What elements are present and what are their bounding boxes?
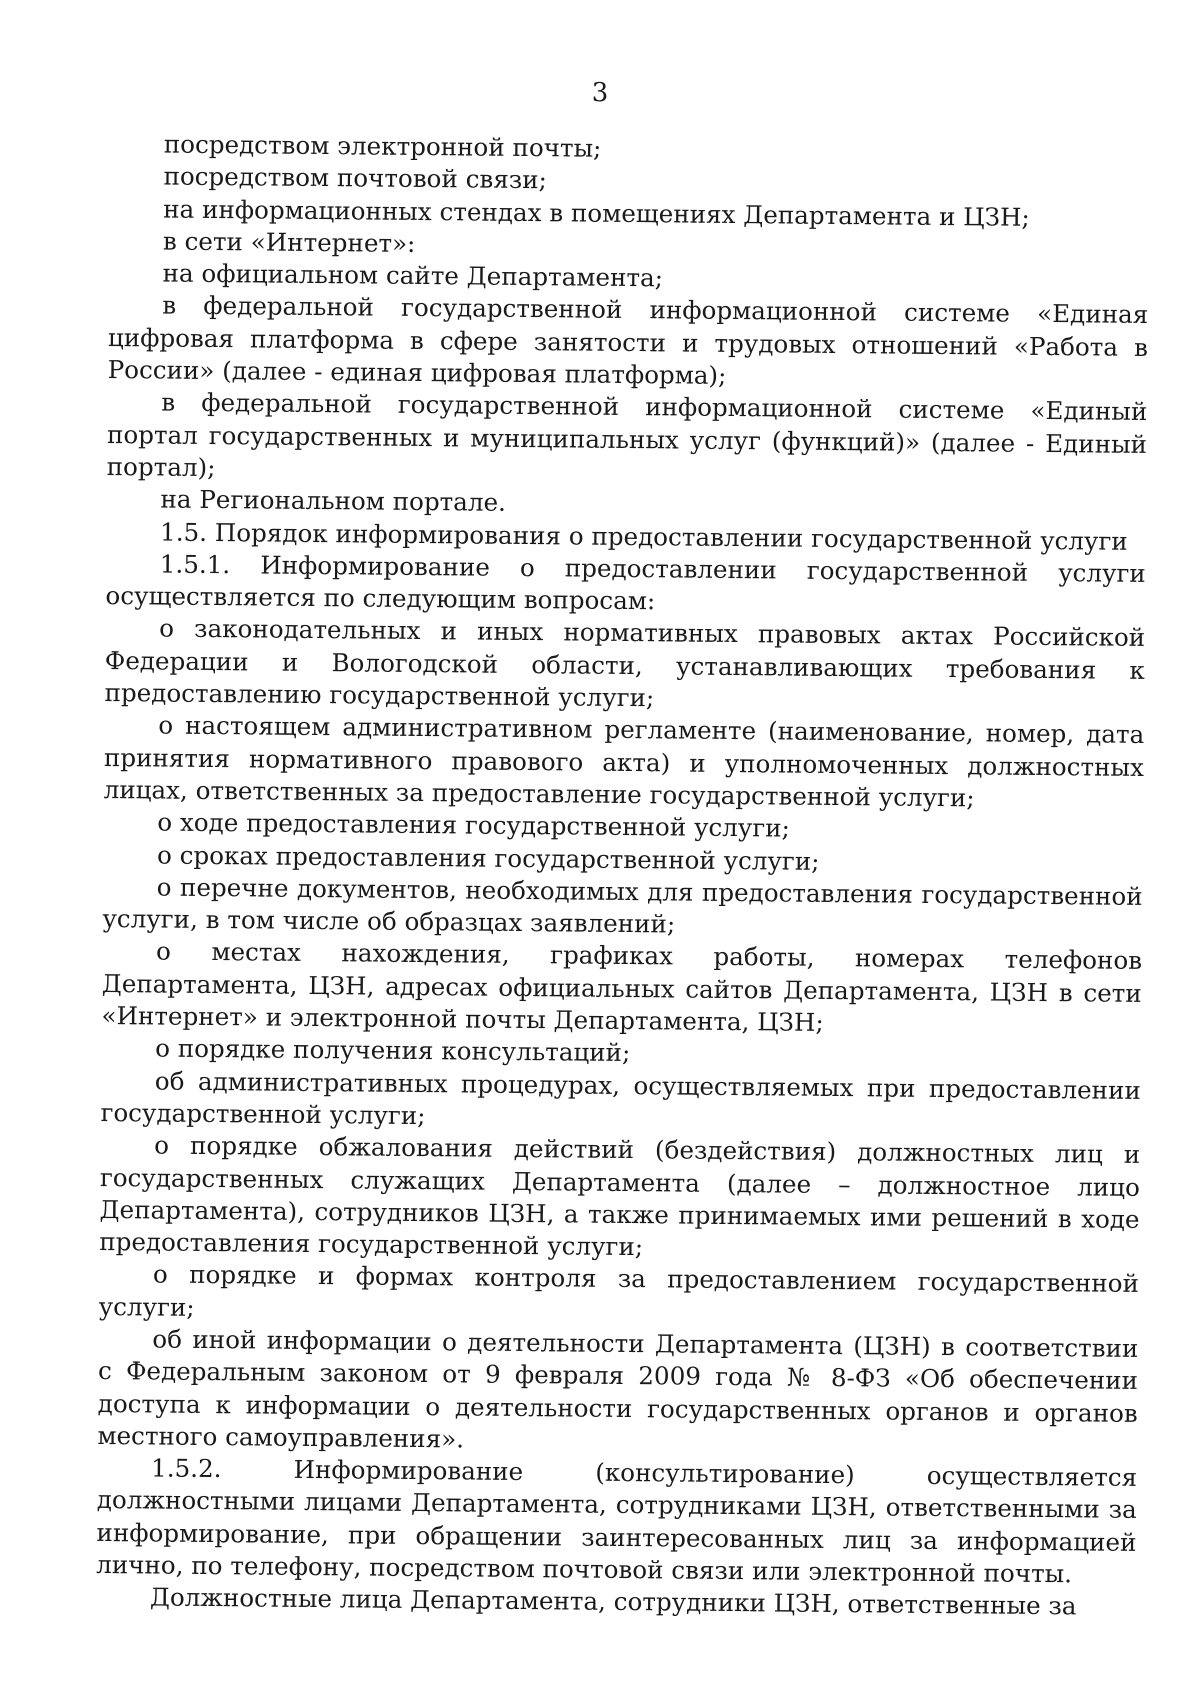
page-number: 3 <box>591 78 609 108</box>
paragraph: о настоящем административном регламенте (наименование, номер, дата принятия нормативного правового акта) и уполномоченных должностных лицах, ответственных за предоставление государственной услуги; <box>103 710 1145 813</box>
paragraph: 1.5.1. Информирование о предоставлении государственной услуги осуществляется по следующим вопросам: <box>105 549 1146 616</box>
paragraph: на информационных стендах в помещениях Департамента и ЦЗН; <box>163 194 1030 232</box>
paragraph: о порядке обжалования действий (бездействия) должностных лиц и государственных служащих Департамента (далее – должностное лицо Департамента), сотрудников ЦЗН, а также принимаемых ими решений в ходе предоставления государственной услуги; <box>99 1130 1141 1262</box>
paragraph: об иной информации о деятельности Департамента (ЦЗН) в соответствии с Федеральным законом от 9 февраля 2009 года № 8-ФЗ «Об обеспечении доступа к информации о деятельности государственных органов и органов местного самоуправления». <box>97 1324 1139 1454</box>
paragraph: Должностные лица Департамента, сотрудники ЦЗН, ответственные за <box>149 1582 1077 1621</box>
paragraph: о законодательных и иных нормативных правовых актах Российской Федерации и Вологодской области, устанавливающих требования к предоставлению государственной услуги; <box>104 613 1146 713</box>
paragraph: о порядке и формах контроля за предоставлением государственной услуги; <box>98 1259 1140 1322</box>
paragraph: на официальном сайте Департамента; <box>162 258 664 293</box>
paragraph: на Региональном портале. <box>160 484 507 518</box>
paragraph: о порядке получения консультаций; <box>155 1033 631 1068</box>
paragraph: посредством почтовой связи; <box>163 161 548 195</box>
document-body <box>96 128 1150 1624</box>
paragraph: о сроках предоставления государственной услуги; <box>156 840 820 876</box>
paragraph: о ходе предоставления государственной услуги; <box>157 807 791 843</box>
paragraph: в федеральной государственной информационной системе «Единый портал государственных и муниципальных услуг (функций)» (далее - Единый портал); <box>106 387 1148 482</box>
paragraph: об административных процедурах, осуществляемых при предоставлении государственной услуги; <box>100 1066 1141 1130</box>
paragraph: посредством электронной почты; <box>163 129 602 163</box>
paragraph: 1.5.2. Информирование (консультирование) осуществляется должностными лицами Департамента, сотрудниками ЦЗН, ответственными за информирование, при обращении заинтересованных лиц за информацией лично, по телефону, посредством почтовой связи или электронной почты. <box>96 1453 1138 1589</box>
paragraph: в федеральной государственной информационной системе «Единая цифровая платформа в сфере занятости и трудовых отношений «Работа в России» (далее - единая цифровая платформа); <box>107 290 1149 391</box>
paragraph: о перечне документов, необходимых для предоставления государственной услуги, в том числе об образцах заявлений; <box>102 872 1143 939</box>
section-heading: 1.5. Порядок информирования о предоставлении государственной услуги <box>159 517 1128 556</box>
paragraph: в сети «Интернет»: <box>162 226 416 258</box>
paragraph: о местах нахождения, графиках работы, номерах телефонов Департамента, ЦЗН, адресах официальных сайтов Департамента, ЦЗН в сети «Интернет» и электронной почты Департамента, ЦЗН; <box>101 936 1143 1037</box>
